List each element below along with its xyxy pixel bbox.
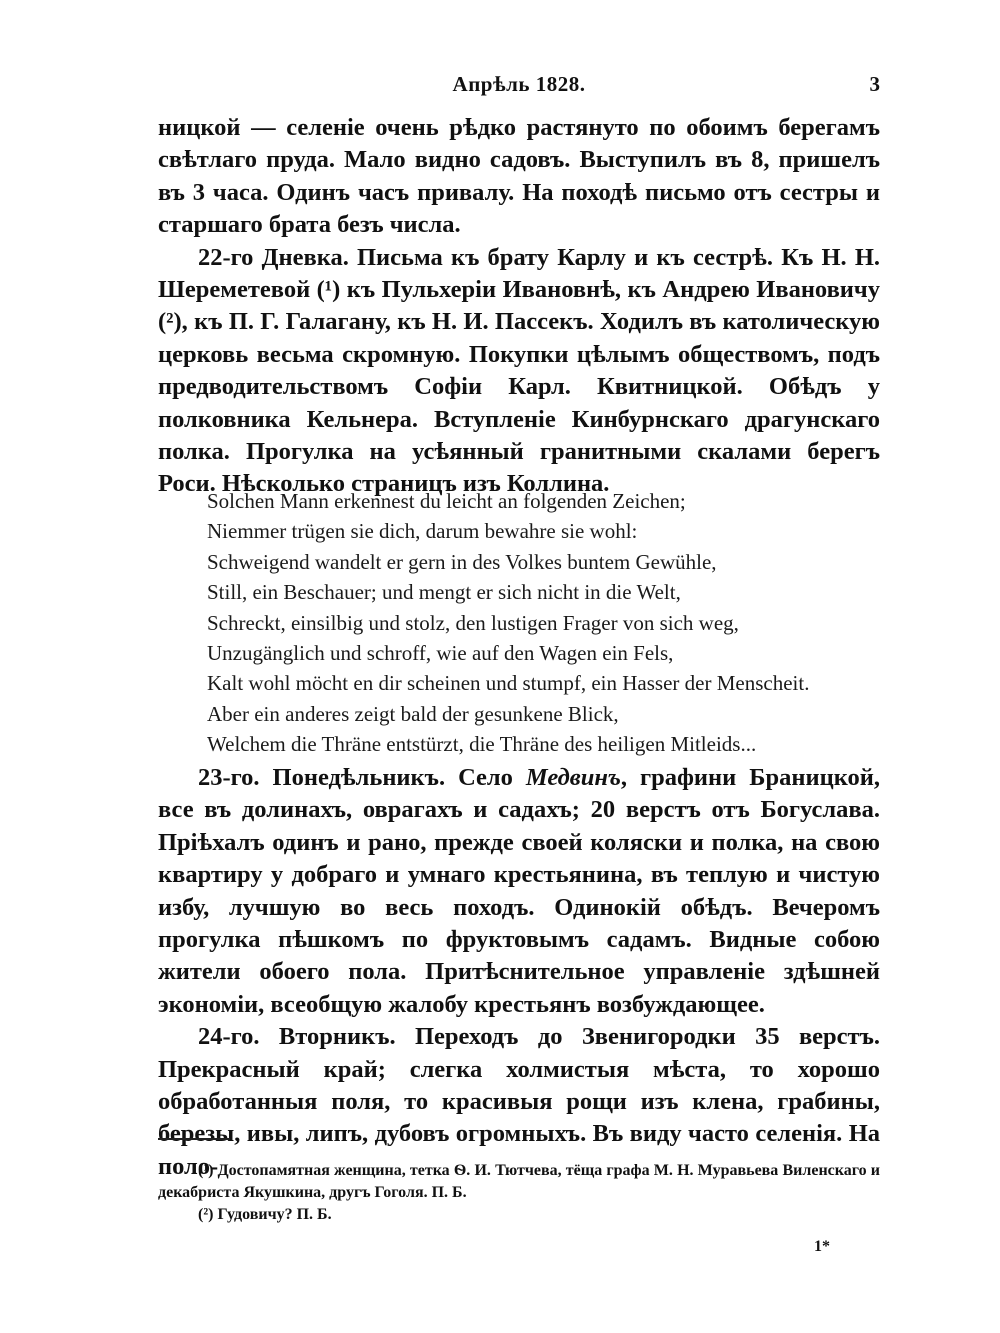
body-text-top	[158, 112, 880, 501]
footnote-2: (²) Гудовичу? П. Б.	[198, 1206, 332, 1223]
verse-line: Aber ein anderes zeigt bald der gesunkene Blick,	[207, 701, 619, 726]
german-verse-quote	[207, 486, 880, 760]
running-title: Апрѣль 1828.	[452, 72, 586, 96]
footnote-1: (¹) Достопамятная женщина, тетка Ѳ. И. Тютчева, тёща графа М. Н. Муравьева Виленскаго и декабриста Якушкина, другъ Гоголя. П. Б.	[158, 1162, 880, 1201]
page-number: 3	[869, 72, 880, 96]
paragraph-entry-23	[158, 762, 880, 1021]
verse-line: Welchem die Thräne entstürzt, die Thräne des heiligen Mitleids...	[207, 732, 757, 757]
verse-line: Schreckt, einsilbig und stolz, den lustigen Frager von sich weg,	[207, 610, 739, 635]
printer-signature-mark: 1*	[814, 1238, 830, 1255]
verse-line: Unzugänglich und schroff, wie auf den Wagen ein Fels,	[207, 641, 674, 666]
paragraph-continuation: ницкой — селенiе очень рѣдко растянуто по обоимъ берегамъ свѣтлаго пруда. Мало видно садовъ. Выступилъ въ 8, пришелъ въ 3 часа. Одинъ часъ привалу. На походѣ письмо отъ сестры и старшаго брата безъ числа.	[158, 114, 880, 239]
body-text-bottom	[158, 762, 880, 1183]
entry-23-lead: 23-го. Понедѣльникъ. Село	[198, 764, 526, 791]
paragraph-entry-22: 22-го Дневка. Письма къ брату Карлу и къ сестрѣ. Къ Н. Н. Шереметевой (¹) къ Пульхерiи Ивановнѣ, къ Андрею Ивановичу (²), къ П. Г. Галагану, къ Н. И. Пассекъ. Ходилъ въ католическую церковь весьма скромную. Покупки цѣлымъ обществомъ, подъ предводительствомъ Софiи Карл. Квитницкой. Обѣдъ у полковника Кельнера. Вступленiе Кинбурнскаго драгунскаго полка. Прогулка на усѣянный гранитными скалами берегъ Роси. Нѣсколько страницъ изъ Коллина.	[158, 243, 880, 498]
verse-line: Schweigend wandelt er gern in des Volkes buntem Gewühle,	[207, 549, 717, 574]
place-name-medvin: Медвинъ	[525, 764, 621, 791]
verse-line: Still, ein Beschauer; und mengt er sich nicht in die Welt,	[207, 580, 681, 605]
footnotes	[158, 1160, 880, 1226]
footnote-rule	[158, 1138, 230, 1140]
running-header	[158, 72, 880, 106]
verse-line: Solchen Mann erkennest du leicht an folgenden Zeichen;	[207, 489, 686, 513]
paragraph-entry-24: 24-го. Вторникъ. Переходъ до Звенигородки 35 верстъ. Прекрасный край; слегка холмистыя мѣста, то хорошо обработанныя поля, то красивыя рощи изъ клена, грабины, березы, ивы, липъ, дубовъ огромныхъ. Въ виду часто селенiя. На поло-	[158, 1023, 880, 1180]
verse-line: Kalt wohl möcht en dir scheinen und stumpf, ein Hasser der Menscheit.	[207, 671, 810, 696]
entry-23-rest: , графини Браницкой, все въ долинахъ, оврагахъ и садахъ; 20 верстъ отъ Богуслава. Прiѣхалъ одинъ и рано, прежде своей коляски и полка, на свою квартиру у добраго и умнаго крестьянина, въ теплую и чистую избу, лучшую во весь походъ. Одинокiй обѣдъ. Вечеромъ прогулка пѣшкомъ по фруктовымъ садамъ. Видные собою жители обоего пола. Притѣснительное управленiе здѣшней экономiи, всеобщую жалобу крестьянъ возбуждающее.	[158, 764, 880, 1018]
verse-line: Niemmer trügen sie dich, darum bewahre sie wohl:	[207, 519, 638, 544]
